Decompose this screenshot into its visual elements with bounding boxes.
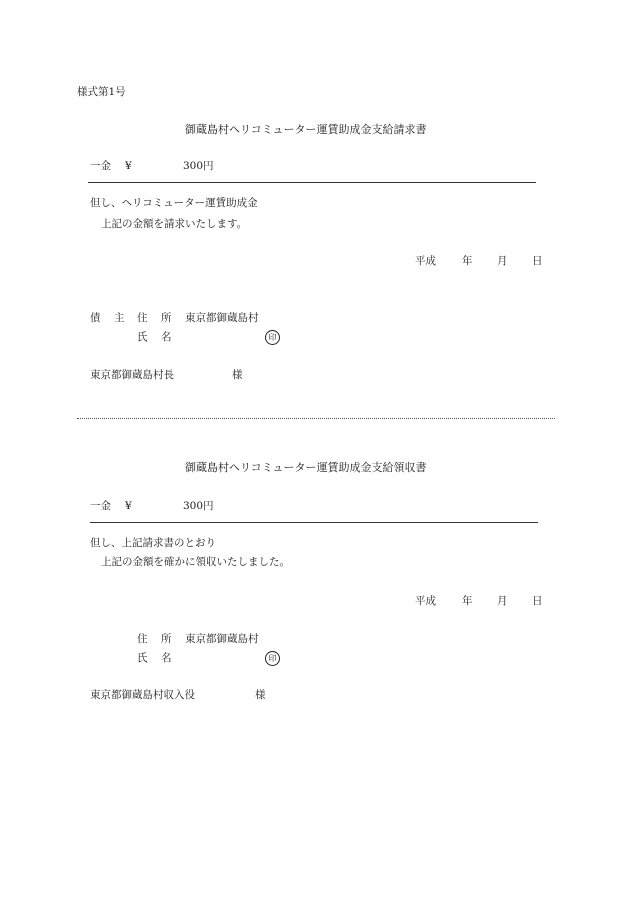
receipt-amount-underline — [90, 522, 538, 523]
receipt-seal-mark: 印 — [265, 651, 280, 666]
receipt-date-year: 年 — [462, 595, 473, 607]
request-amount: 300円 — [183, 160, 214, 172]
cut-line-divider — [77, 418, 555, 419]
request-amount-underline — [88, 182, 536, 183]
request-note-line2: 上記の金額を請求いたします。 — [101, 218, 248, 230]
request-address-char2: 所 — [161, 312, 172, 324]
request-date-year: 年 — [462, 255, 473, 267]
request-amount-prefix: 一金 — [90, 160, 111, 172]
receipt-date-day: 日 — [532, 595, 543, 607]
request-name-char1: 氏 — [137, 331, 148, 343]
receipt-note-line1: 但し、上記請求書のとおり — [90, 537, 216, 549]
receipt-date-month: 月 — [497, 595, 508, 607]
receipt-yen-symbol: ¥ — [125, 500, 132, 512]
form-number: 様式第1号 — [77, 86, 126, 98]
receipt-amount: 300円 — [183, 500, 214, 512]
receipt-name-char1: 氏 — [137, 652, 148, 664]
request-debtor-char2: 主 — [114, 312, 125, 324]
receipt-date-era: 平成 — [415, 595, 436, 607]
request-yen-symbol: ¥ — [125, 160, 132, 172]
receipt-address-char2: 所 — [161, 633, 172, 645]
receipt-address-char1: 住 — [137, 633, 148, 645]
request-addressee: 東京都御蔵島村長 — [90, 369, 174, 381]
request-date-month: 月 — [497, 255, 508, 267]
receipt-name-char2: 名 — [161, 652, 172, 664]
request-date-day: 日 — [532, 255, 543, 267]
receipt-honorific: 様 — [255, 689, 266, 701]
request-seal-mark: 印 — [265, 330, 280, 345]
request-name-char2: 名 — [161, 331, 172, 343]
request-debtor-char1: 債 — [90, 312, 101, 324]
request-address-char1: 住 — [137, 312, 148, 324]
receipt-address-value: 東京都御蔵島村 — [185, 633, 259, 645]
receipt-addressee: 東京都御蔵島村収入役 — [90, 689, 195, 701]
receipt-amount-prefix: 一金 — [90, 500, 111, 512]
receipt-title: 御蔵島村ヘリコミューター運賃助成金支給領収書 — [185, 461, 427, 474]
request-title: 御蔵島村ヘリコミューター運賃助成金支給請求書 — [185, 123, 427, 136]
request-honorific: 様 — [232, 369, 243, 381]
request-date-era: 平成 — [415, 255, 436, 267]
receipt-note-line2: 上記の金額を確かに領収いたしました。 — [101, 556, 290, 568]
request-note-line1: 但し、ヘリコミューター運賃助成金 — [90, 197, 258, 209]
request-address-value: 東京都御蔵島村 — [185, 312, 259, 324]
